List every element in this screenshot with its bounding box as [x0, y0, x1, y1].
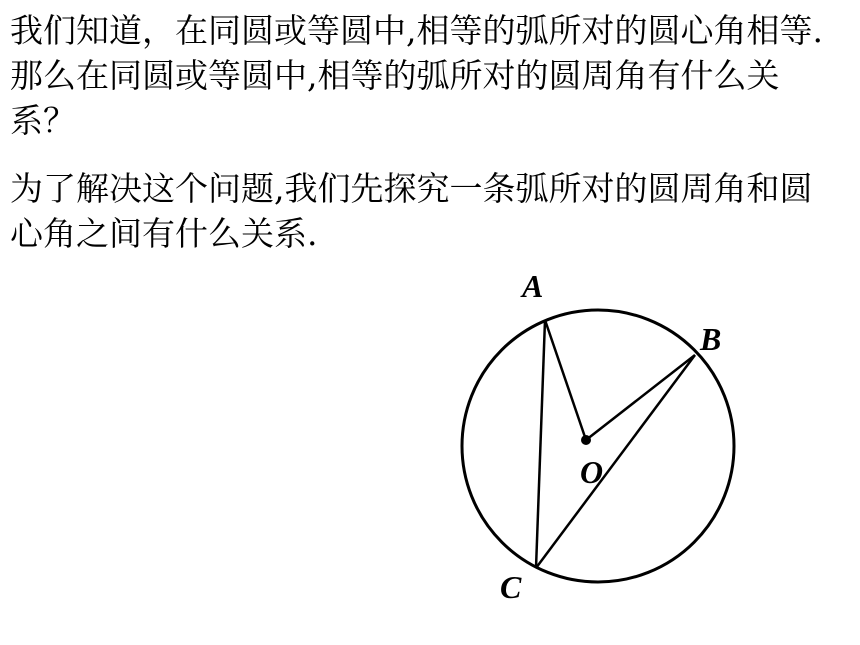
- label-b: B: [700, 321, 722, 357]
- segment-c-b: [536, 355, 695, 568]
- segment-a-o: [545, 320, 586, 440]
- label-o: O: [580, 454, 604, 490]
- label-a: A: [522, 268, 544, 304]
- center-point-o: [581, 435, 591, 445]
- intro-paragraph: 我们知道，在同圆或等圆中,相等的弧所对的圆心角相等.那么在同圆或等圆中,相等的弧所对的圆周角有什么关系？: [10, 11, 823, 140]
- label-c: C: [500, 569, 522, 605]
- segment-a-c: [536, 320, 545, 568]
- circle-outline: [462, 310, 734, 582]
- question-paragraph: 为了解决这个问题,我们先探究一条弧所对的圆周角和圆心角之间有什么关系.: [10, 169, 813, 253]
